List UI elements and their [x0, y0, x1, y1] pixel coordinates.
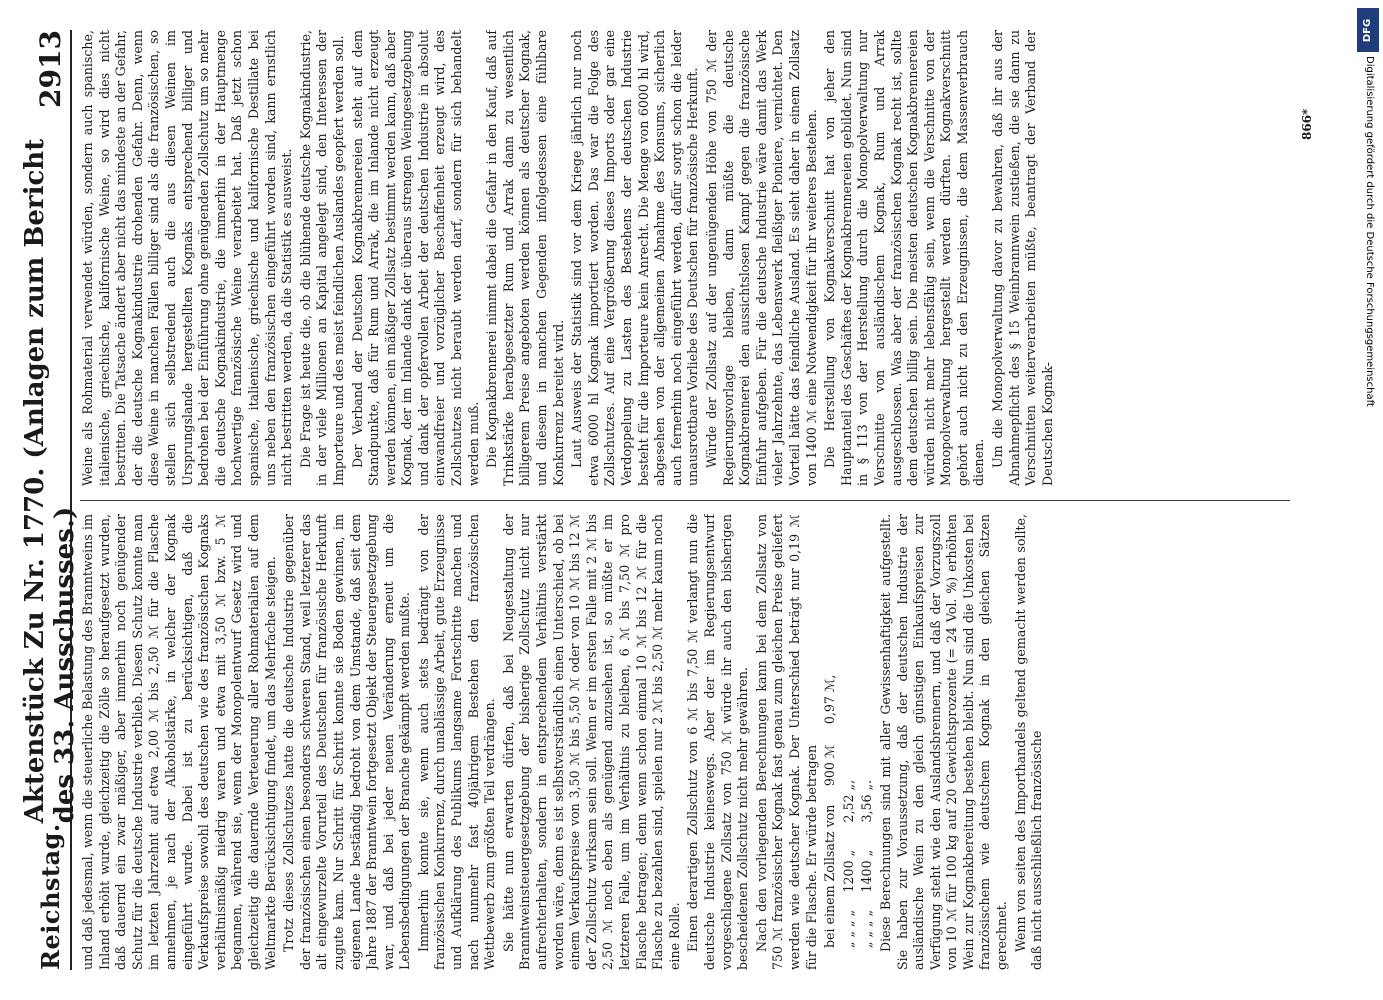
- dfg-logo: [1357, 8, 1379, 52]
- rate-row: [822, 514, 839, 948]
- attribution-strip: [1353, 0, 1383, 1000]
- rate-amount: 1200 „: [840, 849, 856, 893]
- sheet-signature: 866*: [1300, 108, 1314, 140]
- rate-prefix: „ „ „ „: [840, 909, 856, 948]
- rate-prefix: „ „ „ „: [859, 909, 875, 948]
- left-column: [80, 514, 1295, 970]
- paragraph: Würde der Zollsatz auf der ungenügenden Höhe von 750 ℳ der Regierungsvorlage bleiben, dann müßte die deutsche Kognakbrennerei den aussichtslosen Kampf gegen die französische Einfuhr aufgeben. Für die deutsche Industrie wäre damit das Werk vieler Jahrzehnte, das Lebenswerk fleißiger Pioniere, vernichtet. Den Vorteil hätte das feindliche Ausland. Es sieht daher in einem Zollsatz von 1400 ℳ eine Notwendigkeit für ihr weiteres Bestehen.: [703, 30, 819, 486]
- rate-amount: 900 ℳ: [822, 744, 838, 787]
- header-title: Aktenstück Zu Nr. 1770. (Anlagen zum Bericht des 33. Ausschusses.): [20, 138, 80, 824]
- paragraph: Die Kognakbrennerei nimmt dabei die Gefahr in den Kauf, daß auf Trinkstärke herabgesetzter Rum und Arrak dann zu wesentlich billigerem Preise angeboten werden können als deutscher Kognak, und diesem in manchen Gegenden infolgedessen eine fühlbare Konkurrenz bereitet wird.: [484, 30, 566, 486]
- right-column: [80, 30, 1295, 486]
- rate-value: 3,56 „.: [859, 779, 875, 823]
- attribution-text-container: [1353, 56, 1381, 756]
- paragraph: Um die Monopolverwaltung davor zu bewahren, daß ihr aus der Abnahmepflicht des § 15 Weinbrannwein zustießen, die sie dann zu Verschnitten weiterverarbeiten müßte, beantragt der Verband der Deutschen Kognak-: [990, 30, 1055, 486]
- paragraph: Sie hätte nun erwarten dürfen, daß bei Neugestaltung der Branntweinsteuergesetzgebung der bisherige Zollschutz nicht nur aufrechterhalten, sondern in entsprechendem Verhältnis verstärkt worden wäre, denn es ist selbstverständlich einen Unterschied, ob bei einem Verkaufspreise von 3,50 ℳ bis 5,50 ℳ oder von 10 ℳ bis 12 ℳ der Zollschutz wirksam sein soll. Wenn er im ersten Falle mit 2 ℳ bis 2,50 ℳ noch eben als genügend anzusehen ist, so müßte er im letzteren Falle, um im Verhältnis zu bleiben, 6 ℳ bis 7,50 ℳ pro Flasche betragen; denn wenn schon einmal 10 ℳ bis 12 ℳ für die Flasche zu bezahlen sind, spielen nur 2 ℳ bis 2,50 ℳ mehr kaum noch eine Rolle.: [500, 514, 682, 970]
- rate-value: 2,52 „,: [840, 779, 856, 823]
- paragraph: Trotz dieses Zollschutzes hatte die deutsche Industrie gegenüber der französischen einen besonders schweren Stand, weil letzterer das alt eingewurzelte Vorurteil des Deutschen für französische Herkunft zugute kam. Nur Schritt für Schritt konnte sie Boden gewinnen, im eigenen Lande beständig bedroht von dem Umstande, daß seit dem Jahre 1887 der Branntwein fortgesetzt Objekt der Steuergesetzgebung war, und daß bei jeder neuen Veränderung erneut um die Lebensbedingungen der Branche gekämpft werden mußte.: [281, 514, 413, 970]
- rate-row: [859, 514, 876, 948]
- paragraph: Nach den vorliegenden Berechnungen kann bei dem Zollsatz von 750 ℳ französischer Kognak fast genau zum gleichen Preise geliefert werden wie deutscher Kognak. Der Unterschied beträgt nur 0,19 ℳ für die Flasche. Er würde betragen: [753, 514, 819, 970]
- paragraph: Einen derartigen Zollschutz von 6 ℳ bis 7,50 ℳ verlangt nun die deutsche Industrie keineswegs. Aber der im Regierungsentwurf vorgeschlagene Zollsatz von 750 ℳ würde ihr auch den bisherigen bescheidenen Zollschutz nicht mehr gewähren.: [685, 514, 751, 970]
- paragraph: Die Frage ist heute die, ob die blühende deutsche Kognakindustrie, in der viele Millionen an Kapital angelegt sind, den Interessen der Importeure und des meist feindlichen Auslandes geopfert werden soll.: [297, 30, 346, 486]
- rate-amount: 1400 „: [859, 849, 875, 893]
- header-left: Reichstag.: [35, 823, 65, 970]
- rate-prefix: bei einem Zollsatz von: [822, 804, 838, 948]
- attribution-text: Digitalisierung gefördert durch die Deutsche Forschungsgemeinschaft: [1364, 56, 1375, 407]
- dfg-logo-text: DFG: [1362, 18, 1374, 42]
- paragraph: Immerhin konnte sie, wenn auch stets bedrängt von der französischen Konkurrenz, durch unablässige Arbeit, gute Erzeugnisse und Aufklärung des Publikums langsame Fortschritte machen und nach nunmehr fast 40jährigem Bestehen den französischen Wettbewerb zum größten Teil verdrängen.: [415, 514, 498, 970]
- paragraph: Weine als Rohmaterial verwendet würden, sondern auch spanische, italienische, griechische, kalifornische Weine, so wird dies nicht bestritten. Die Tatsache ändert aber nicht das mindeste an der Gefahr, der die deutsche Kognakindustrie drohenden Gefahr. Denn, wenn diese Weine in manchen Fällen billiger sind als die französischen, so stellen sich selbstredend auch die aus diesen Weinen im Ursprungslande hergestellten Kognaks entsprechend billiger und bedrohen bei der Einführung ohne genügenden Zollschutz um so mehr die deutsche Kognakindustrie, die immerhin in der Hauptmenge hochwertige französische Weine verarbeitet hat. Daß jetzt schon spanische, italienische, griechische und kalifornische Destillate bei uns neben den französischen eingeführt worden sind, kann ernstlich nicht bestritten werden, da die Statistik es ausweist.: [80, 30, 295, 486]
- page-header: [20, 30, 80, 970]
- paragraph: Der Verband der Deutschen Kognakbrennereien steht auf dem Standpunkte, daß für Rum und Arrak, die im Inlande nicht erzeugt werden können, ein mäßiger Zollsatz bestimmt werden kann, daß aber Kognak, der im Inlande dank der überaus strengen Weingesetzgebung und dank der opfervollen Arbeit der deutschen Industrie in absolut einwandfreier und vorzüglicher Beschaffenheit erzeugt wird, des Zollschutzes nicht beraubt werden darf, sondern für sich behandelt werden muß.: [349, 30, 481, 486]
- paragraph: Wenn von seiten des Importhandels geltend gemacht werden sollte, daß nicht ausschließlich französische: [1012, 514, 1045, 970]
- page-number: 2913: [33, 30, 67, 108]
- text-columns: [80, 30, 1295, 970]
- rate-row: [841, 514, 858, 948]
- paragraph: Die Herstellung von Kognakverschnitt hat von jeher den Hauptanteil des Geschäftes der Kognakbrennereien gebildet. Nun sind in § 113 von der Herstellung durch die Monopolverwaltung nur Verschnitte von ausländischem Kognak, Rum und Arrak ausgeschlossen. Was aber der französischen Kognak recht ist, sollte dem deutschen billig sein. Die meisten deutschen Kognakbrennereien würden nicht mehr lebensfähig sein, wenn die Verschnitte von der Monopolverwaltung hergestellt werden dürften. Kognakverschnitt gehört auch nicht zu den Erzeugnissen, die dem Massenverbrauch dienen.: [822, 30, 987, 486]
- paragraph: und daß jedesmal, wenn die steuerliche Belastung des Branntweins im Inland erhöht wurde, gleichzeitig die Zölle so heraufgesetzt wurden, daß dauernd ein zwar mäßiger, aber immerhin noch genügender Schutz für die deutsche Industrie verblieb. Diesen Schutz konnte man im letzten Jahrzehnt auf etwa 2,00 ℳ bis 2,50 ℳ für die Flasche annehmen, je nach der Alkoholstärke, in welcher der Kognak eingeführt wurde. Dabei ist zu berücksichtigen, daß die Verkaufspreise sowohl des deutschen wie des französischen Kognaks verhältnismäßig niedrig waren und etwa mit 3,50 ℳ bzw. 5 ℳ begannen, während sie, wenn der Monopolentwurf Gesetz wird und gleichzeitig die dauernde Verteuerung aller Rohmaterialien auf dem Weltmarkte Berücksichtigung findet, um das Mehrfache steigen.: [80, 514, 278, 970]
- paragraph: Diese Berechnungen sind mit aller Gewissenhaftigkeit aufgestellt. Sie haben zur Voraussetzung, daß der deutschen Industrie der ausländische Wein zu den gleich günstigen Einkaufspreisen zur Verfügung steht wie den Auslandsbrennern, und daß der Vorzugszoll von 10 ℳ für 100 kg auf 20 Gewichtsprozente (= 24 Vol. %) erhöhten Wein zur Kognakbereitung bestehen bleibt. Nun sind die Unkosten bei französischem wie deutschem Kognak in den gleichen Sätzen gerechnet.: [877, 514, 1010, 970]
- paragraph: Laut Ausweis der Statistik sind vor dem Kriege jährlich nur noch etwa 6000 hl Kognak importiert worden. Das war die Folge des Zollschutzes. Auf eine Vergrößerung dieses Imports oder gar eine Verdoppelung zu Lasten des Bestehens der deutschen Industrie besteht für die Importeure kein Anrecht. Die Menge von 6000 hl wird, abgesehen von der allgemeinen Abnahme des Konsums, sicherlich auch fernerhin noch eingeführt werden, dafür sorgt schon die leider unausrottbare Vorliebe des Deutschen für französische Herkunft.: [569, 30, 701, 486]
- rate-value: 0,97 ℳ,: [822, 674, 838, 725]
